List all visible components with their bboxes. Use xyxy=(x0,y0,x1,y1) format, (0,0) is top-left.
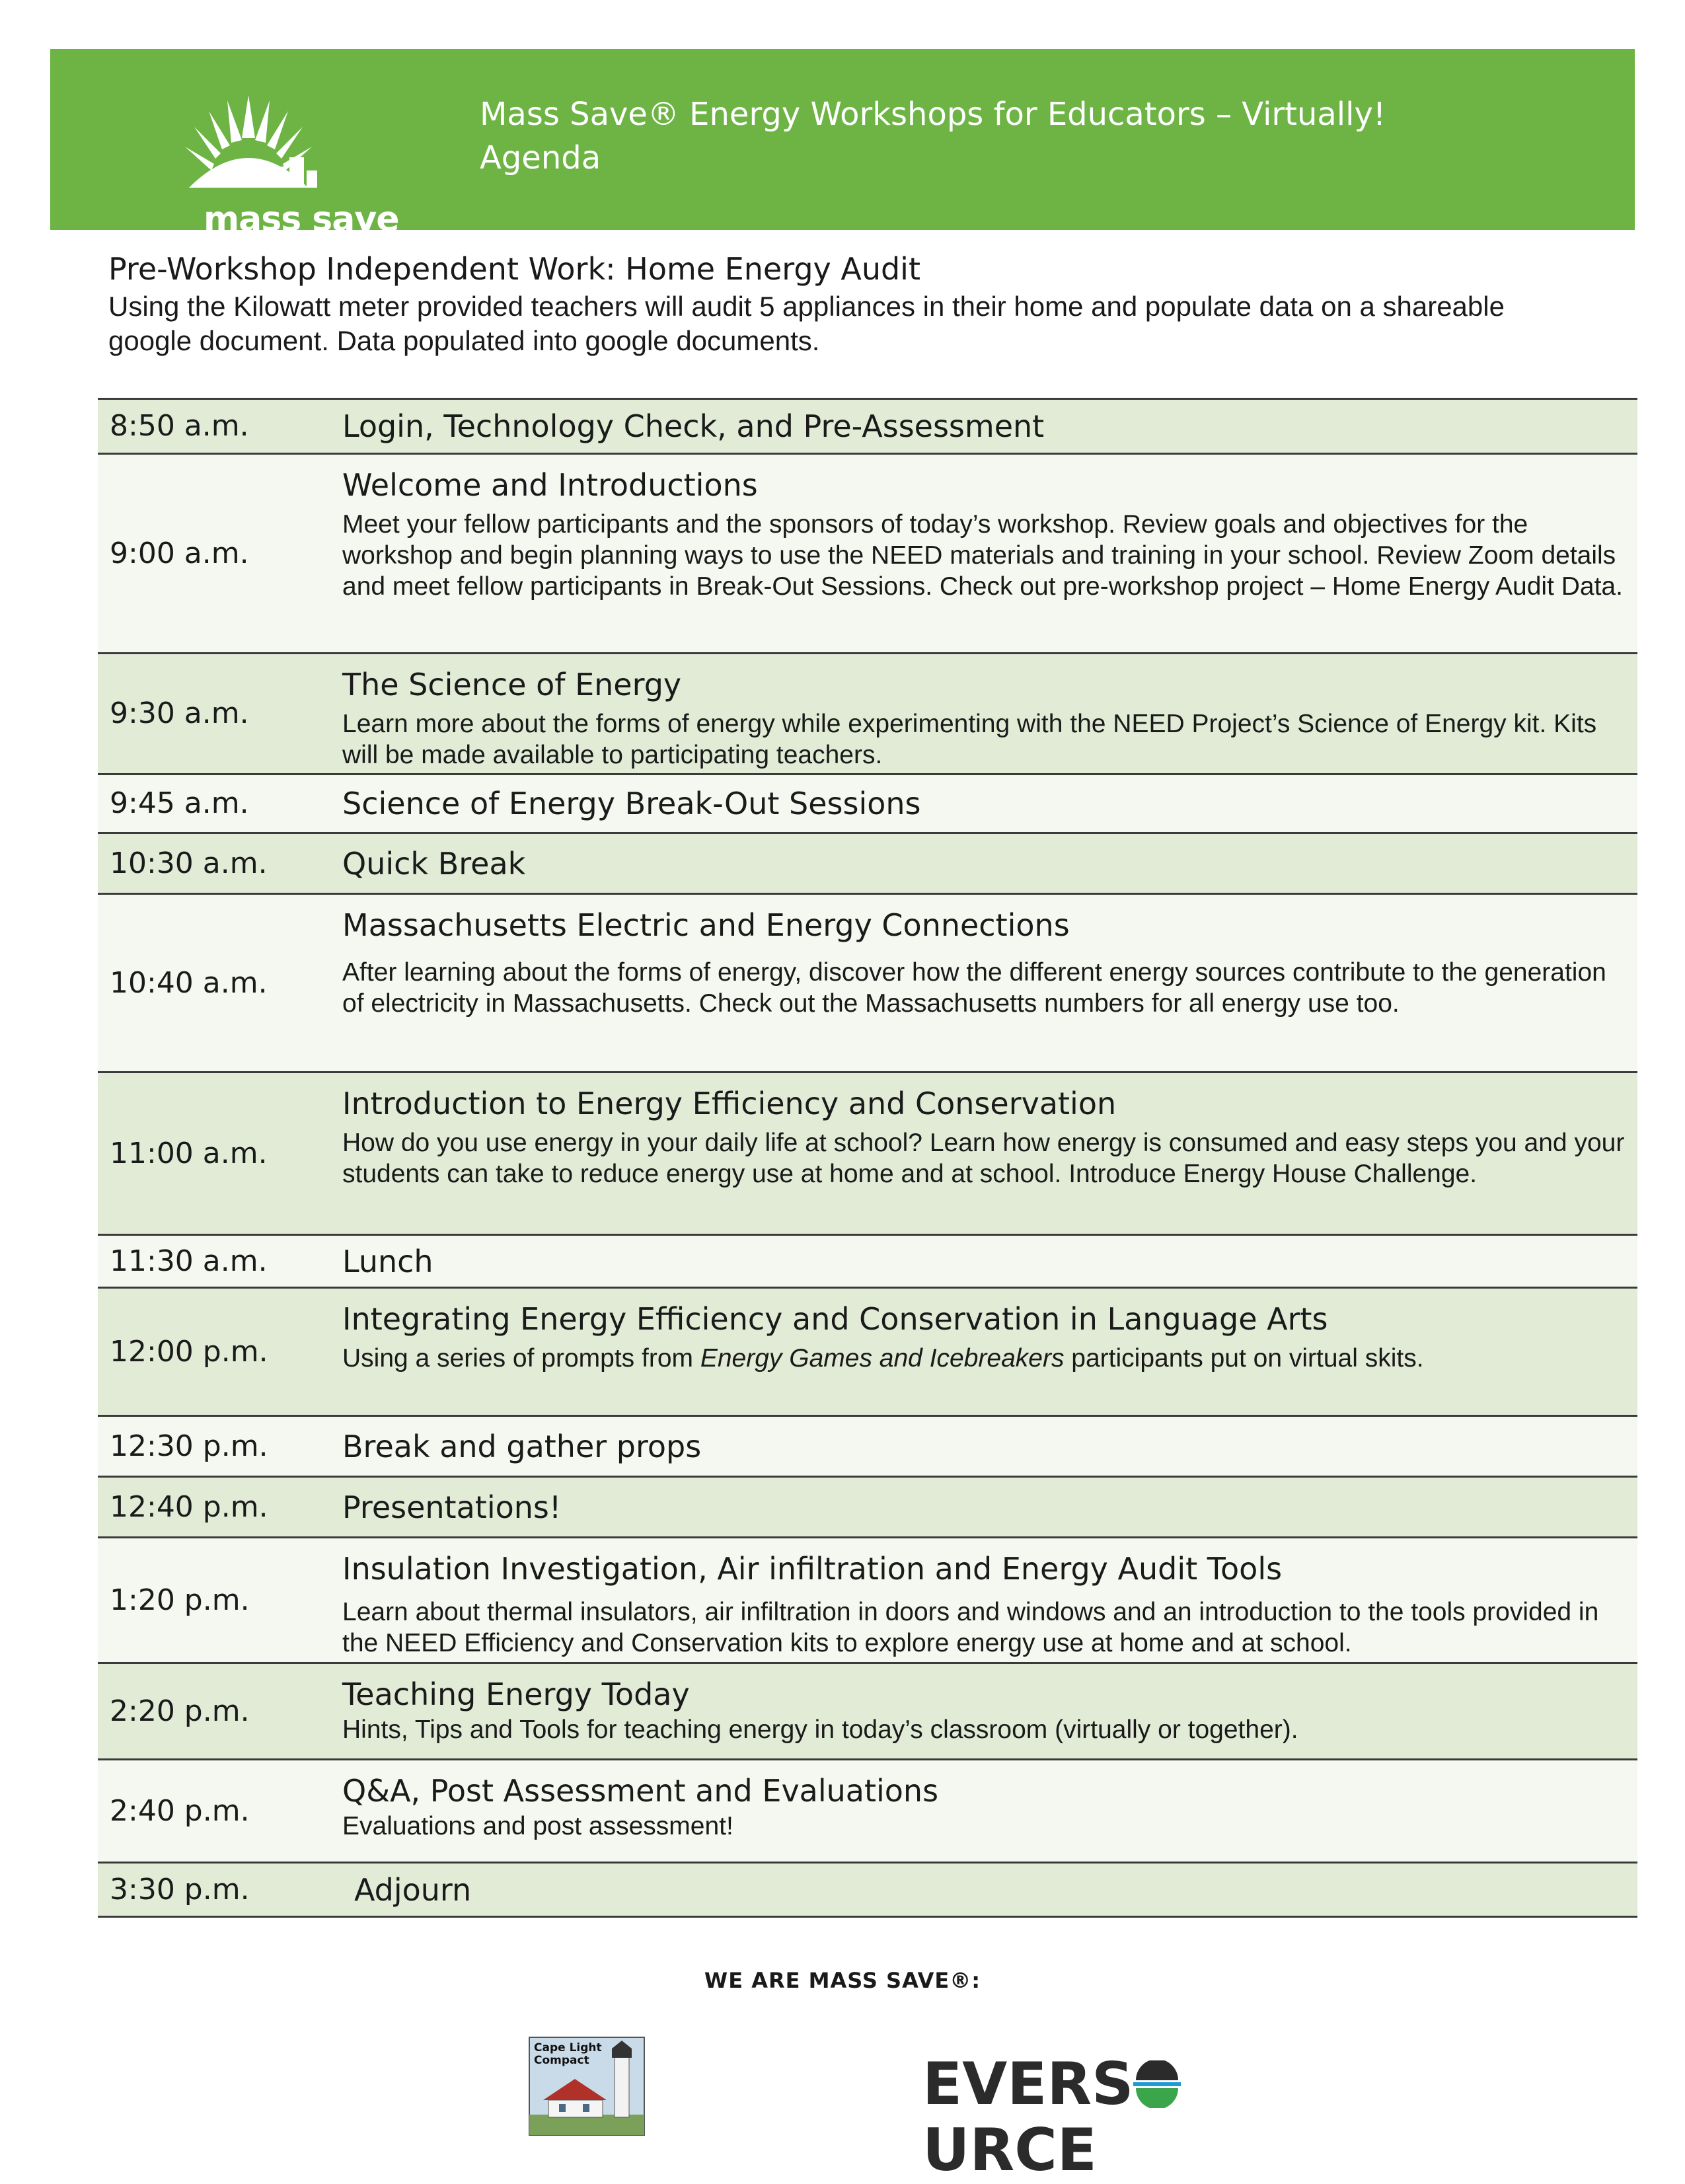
agenda-title: Welcome and Introductions xyxy=(342,467,758,503)
agenda-row xyxy=(98,1664,1637,1760)
agenda-title: Login, Technology Check, and Pre-Assessment xyxy=(342,408,1045,444)
agenda-row xyxy=(98,1760,1637,1864)
title-line-1: Mass Save® Energy Workshops for Educators – Virtually! xyxy=(480,96,1386,133)
eversource-o-icon xyxy=(1133,2060,1181,2108)
agenda-row xyxy=(98,775,1637,834)
agenda-time: 12:40 p.m. xyxy=(110,1489,268,1524)
header-banner xyxy=(50,49,1635,239)
agenda-row xyxy=(98,1864,1637,1918)
agenda-time: 10:30 a.m. xyxy=(110,846,268,880)
agenda-desc: Hints, Tips and Tools for teaching energy in today’s classroom (virtually or together). xyxy=(342,1715,1298,1744)
agenda-row xyxy=(98,1417,1637,1478)
agenda-table xyxy=(98,398,1637,1918)
agenda-title: Introduction to Energy Efficiency and Conservation xyxy=(342,1086,1117,1121)
agenda-desc: Learn more about the forms of energy while experimenting with the NEED Project’s Science of Energy kit. Kits will be made available to participating teachers. xyxy=(342,710,1597,769)
agenda-time: 10:40 a.m. xyxy=(110,965,268,1000)
agenda-time: 9:45 a.m. xyxy=(110,786,249,820)
title-line-2: Agenda xyxy=(480,139,601,176)
agenda-title: Q&A, Post Assessment and Evaluations xyxy=(342,1773,939,1809)
agenda-title: Quick Break xyxy=(342,845,526,882)
agenda-title: Presentations! xyxy=(342,1489,562,1525)
agenda-title: Integrating Energy Efficiency and Conservation in Language Arts xyxy=(342,1301,1328,1337)
agenda-title: The Science of Energy xyxy=(342,667,682,702)
page-title xyxy=(480,93,1386,180)
agenda-row xyxy=(98,1236,1637,1289)
footer-label: WE ARE MASS SAVE®: xyxy=(704,1968,981,1993)
agenda-time: 2:40 p.m. xyxy=(110,1793,250,1828)
agenda-desc xyxy=(342,1343,1637,1374)
mass-save-logo xyxy=(149,89,399,247)
agenda-desc: How do you use energy in your daily life at school? Learn how energy is consumed and easy steps you and your students can take to reduce energy use at home and at school. Introduce Energy House Challenge. xyxy=(342,1129,1625,1188)
agenda-time: 12:00 p.m. xyxy=(110,1334,268,1369)
agenda-desc-text: participants put on virtual skits. xyxy=(1064,1344,1424,1373)
agenda-row xyxy=(98,895,1637,1073)
agenda-title: Break and gather props xyxy=(342,1428,702,1464)
agenda-time: 3:30 p.m. xyxy=(110,1872,250,1906)
cape-light-compact-logo xyxy=(529,2037,645,2136)
agenda-desc-text: Using a series of prompts from xyxy=(342,1344,700,1373)
agenda-title: Insulation Investigation, Air infiltration and Energy Audit Tools xyxy=(342,1551,1283,1587)
agenda-time: 9:00 a.m. xyxy=(110,536,249,570)
agenda-row xyxy=(98,398,1637,455)
mass-save-logo-text: mass save xyxy=(204,200,399,239)
agenda-row xyxy=(98,455,1637,654)
agenda-row xyxy=(98,1289,1637,1417)
prework-section xyxy=(108,248,1595,358)
agenda-title: Massachusetts Electric and Energy Connections xyxy=(342,907,1070,943)
agenda-row xyxy=(98,1478,1637,1538)
agenda-desc: After learning about the forms of energy, discover how the different energy sources contribute to the generation of electricity in Massachusetts. Check out the Massachusetts numbers for all energy use too. xyxy=(342,958,1606,1018)
agenda-time: 9:30 a.m. xyxy=(110,697,249,730)
sunburst-icon xyxy=(149,89,348,207)
agenda-row xyxy=(98,834,1637,895)
agenda-title: Adjourn xyxy=(354,1871,472,1908)
agenda-time: 1:20 p.m. xyxy=(110,1583,250,1617)
agenda-row xyxy=(98,1073,1637,1236)
agenda-time: 12:30 p.m. xyxy=(110,1429,268,1463)
eversource-logo xyxy=(922,2050,1345,2184)
agenda-row xyxy=(98,654,1637,775)
agenda-title: Teaching Energy Today xyxy=(342,1676,690,1712)
agenda-desc: Learn about thermal insulators, air infiltration in doors and windows and an introduction to the tools provided in the NEED Efficiency and Conservation kits to explore energy use at home and at school. xyxy=(342,1598,1599,1657)
eversource-text-left: EVERS xyxy=(922,2050,1134,2118)
prework-body: Using the Kilowatt meter provided teachers will audit 5 appliances in their home and populate data on a shareable google document. Data populated into google documents. xyxy=(108,291,1505,356)
agenda-time: 8:50 a.m. xyxy=(110,409,249,443)
agenda-desc-book-title: Energy Games and Icebreakers xyxy=(700,1344,1065,1373)
agenda-title: Lunch xyxy=(342,1243,433,1279)
eversource-text-right: URCE xyxy=(922,2116,1097,2184)
agenda-desc: Evaluations and post assessment! xyxy=(342,1812,733,1840)
agenda-time: 11:30 a.m. xyxy=(110,1244,268,1278)
agenda-desc: Meet your fellow participants and the sponsors of today’s workshop. Review goals and objectives for the workshop and begin planning ways to use the NEED materials and training in your school. Review Zoom details and meet fellow participants in Break-Out Sessions. Check out pre-workshop project – Home Energy Audit Data. xyxy=(342,510,1623,601)
agenda-title: Science of Energy Break-Out Sessions xyxy=(342,786,921,821)
agenda-time: 11:00 a.m. xyxy=(110,1136,268,1170)
cape-light-compact-text: Cape Light Compact xyxy=(534,2041,602,2067)
agenda-time: 2:20 p.m. xyxy=(110,1694,250,1728)
prework-heading: Pre-Workshop Independent Work: Home Energy Audit xyxy=(108,251,920,287)
agenda-row xyxy=(98,1538,1637,1664)
